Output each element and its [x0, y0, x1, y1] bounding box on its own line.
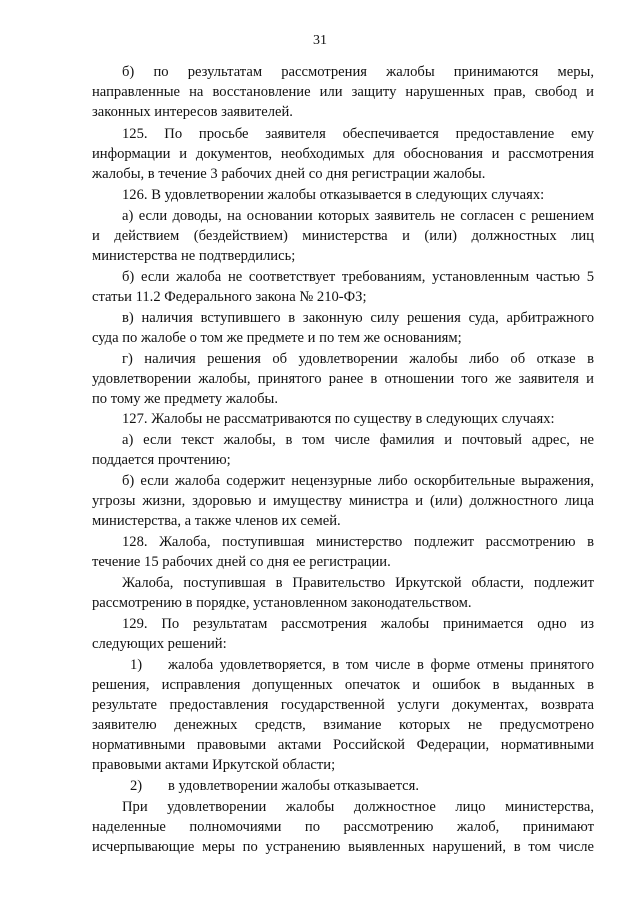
paragraph-line: угрозы жизни, здоровью и имуществу министра и (или) должностного лица: [92, 493, 594, 509]
paragraph-line: статьи 11.2 Федерального закона № 210-ФЗ;: [92, 289, 367, 305]
list-number: 1): [130, 657, 143, 673]
paragraph-line: в удовлетворении жалобы отказывается.: [168, 778, 420, 794]
paragraph-line: 126. В удовлетворении жалобы отказывается в следующих случаях:: [122, 187, 545, 203]
paragraph-line: рассмотрению в порядке, установленном законодательством.: [92, 595, 472, 611]
paragraph-line: а) если доводы, на основании которых заявитель не согласен с решением: [122, 208, 594, 224]
paragraph-line: г) наличия решения об удовлетворении жалобы либо об отказе в: [122, 351, 594, 367]
page-number: 31: [313, 33, 327, 48]
paragraph-line: и действием (бездействием) министерства и (или) должностных лиц: [92, 228, 594, 244]
paragraph-line: министерства, а также членов их семей.: [92, 513, 341, 529]
paragraph-line: министерства не подтвердились;: [92, 248, 296, 264]
paragraph-line: заявителю денежных средств, взимание которых не предусмотрено: [92, 717, 594, 733]
paragraph-line: решения, исправления допущенных опечаток и ошибок в выданных в: [92, 677, 594, 693]
paragraph-line: информации и документов, необходимых для обоснования и рассмотрения: [92, 146, 594, 162]
paragraph-line: 127. Жалобы не рассматриваются по существу в следующих случаях:: [122, 411, 555, 427]
paragraph-line: суда по жалобе о том же предмете и по тем же основаниям;: [92, 330, 462, 346]
paragraph-line: 129. По результатам рассмотрения жалобы принимается одно из: [122, 616, 594, 632]
paragraph-line: в) наличия вступившего в законную силу решения суда, арбитражного: [122, 310, 594, 326]
paragraph-line: поддается прочтению;: [92, 452, 231, 468]
paragraph-line: 128. Жалоба, поступившая министерство подлежит рассмотрению в: [122, 534, 594, 550]
paragraph-line: б) по результатам рассмотрения жалобы принимаются меры,: [122, 64, 594, 80]
paragraph-line: исчерпывающие меры по устранению выявленных нарушений, в том числе: [92, 839, 594, 855]
paragraph-line: удовлетворении жалобы, принятого ранее в отношении того же заявителя и: [92, 371, 594, 387]
paragraph-line: законных интересов заявителей.: [92, 104, 293, 120]
list-number: 2): [130, 778, 143, 794]
paragraph-line: наделенные полномочиями по рассмотрению жалоб, принимают: [92, 819, 594, 835]
paragraph-line: жалобы, в течение 3 рабочих дней со дня регистрации жалобы.: [92, 166, 486, 182]
paragraph-line: Жалоба, поступившая в Правительство Иркутской области, подлежит: [122, 575, 594, 591]
paragraph-line: по тому же предмету жалобы.: [92, 391, 278, 407]
paragraph-line: следующих решений:: [92, 636, 227, 652]
paragraph-line: а) если текст жалобы, в том числе фамилия и почтовый адрес, не: [122, 432, 594, 448]
paragraph-line: нормативными правовыми актами Российской Федерации, нормативными: [92, 737, 594, 753]
paragraph-line: направленные на восстановление или защиту нарушенных прав, свобод и: [92, 84, 594, 100]
paragraph-line: 125. По просьбе заявителя обеспечивается предоставление ему: [122, 126, 594, 142]
paragraph-line: При удовлетворении жалобы должностное лицо министерства,: [122, 799, 594, 815]
paragraph-line: течение 15 рабочих дней со дня ее регистрации.: [92, 554, 391, 570]
paragraph-line: результате предоставления государственной услуги документах, возврата: [92, 697, 594, 713]
paragraph-line: жалоба удовлетворяется, в том числе в форме отмены принятого: [168, 657, 594, 673]
paragraph-line: б) если жалоба не соответствует требованиям, установленным частью 5: [122, 269, 594, 285]
paragraph-line: б) если жалоба содержит нецензурные либо оскорбительные выражения,: [122, 473, 594, 489]
paragraph-line: правовыми актами Иркутской области;: [92, 757, 336, 773]
